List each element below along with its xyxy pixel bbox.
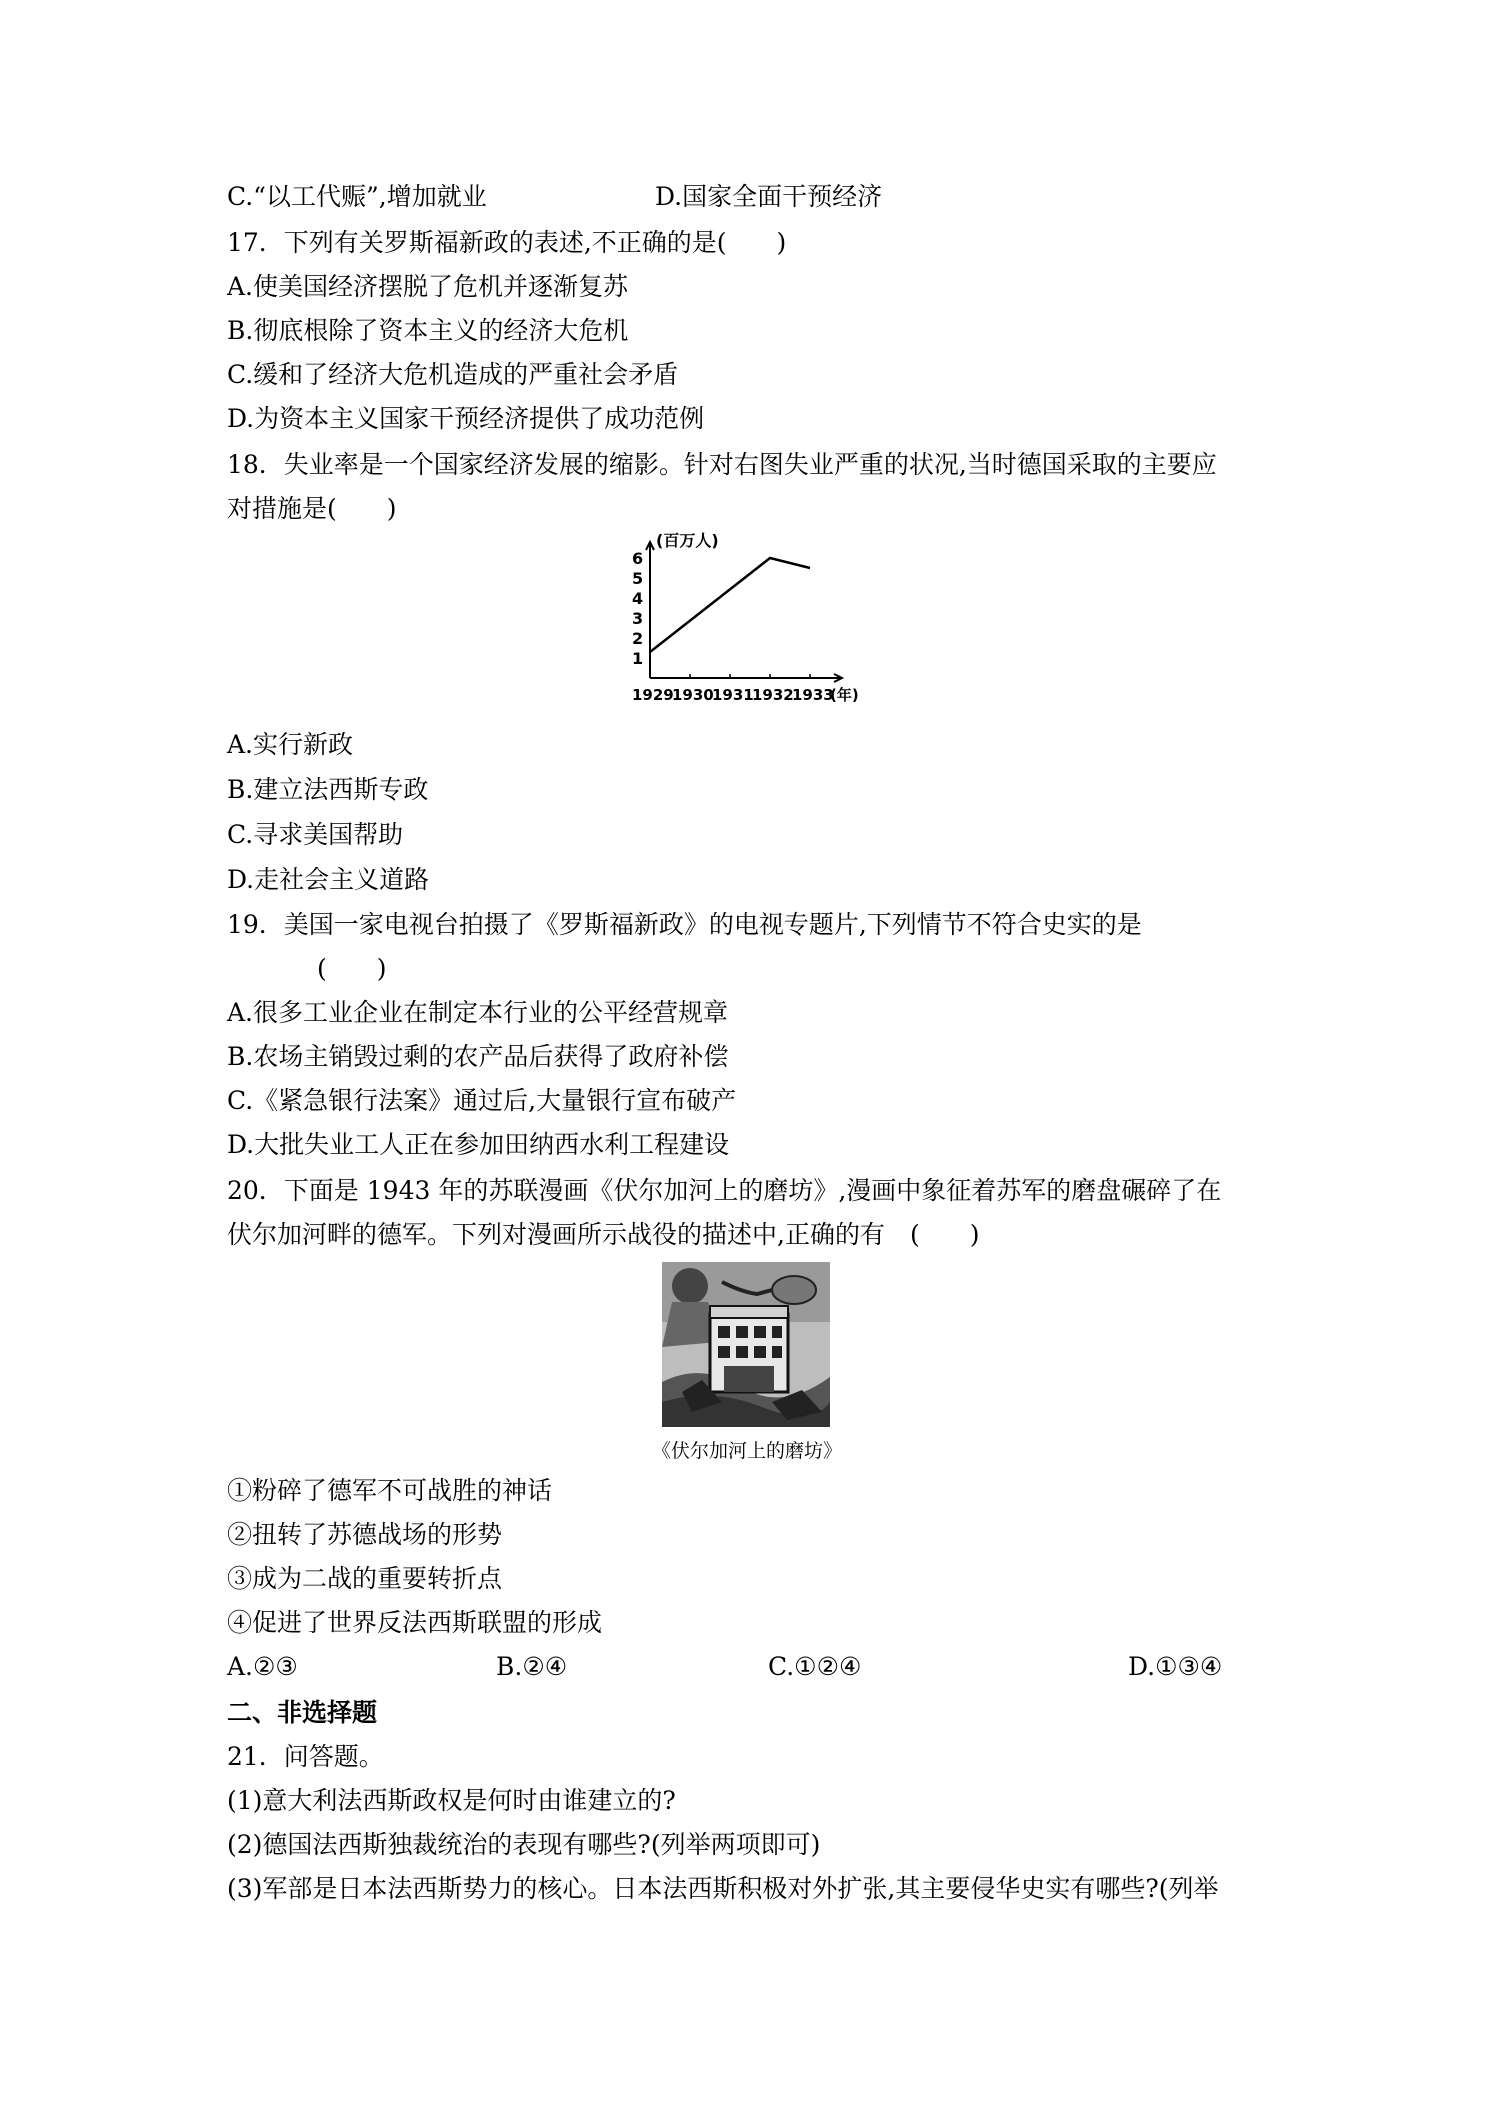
q19-option-c: C.《紧急银行法案》通过后,大量银行宣布破产 [227,1086,737,1115]
data-line [650,558,810,652]
q17-option-a: A.使美国经济摆脱了危机并逐渐复苏 [227,272,629,301]
statement-3: ③成为二战的重要转折点 [227,1564,503,1593]
cartoon-caption: 《伏尔加河上的磨坊》 [652,1440,843,1462]
question-21-part-2: (2)德国法西斯独裁统治的表现有哪些?(列举两项即可) [227,1830,821,1859]
volga-mill-cartoon [662,1262,830,1427]
q18-option-a: A.实行新政 [227,730,354,759]
statement-1: ①粉碎了德军不可战胜的神话 [227,1476,553,1505]
section-heading: 二、非选择题 [227,1698,378,1727]
statement-2: ②扭转了苏德战场的形势 [227,1520,503,1549]
q18-option-d: D.走社会主义道路 [227,865,430,894]
x-tick-label: 1929 [632,686,674,704]
q17-option-b: B.彻底根除了资本主义的经济大危机 [227,316,629,345]
q17-option-c: C.缓和了经济大危机造成的严重社会矛盾 [227,360,679,389]
question-19-bracket: ( ) [317,954,387,983]
q19-option-b: B.农场主销毁过剩的农产品后获得了政府补偿 [227,1042,729,1071]
q19-option-a: A.很多工业企业在制定本行业的公平经营规章 [227,998,729,1027]
question-20-cont: 伏尔加河畔的德军。下列对漫画所示战役的描述中,正确的有 ( ) [227,1220,980,1249]
x-tick-label: 1931 [712,686,754,704]
y-tick-label: 1 [632,649,644,668]
x-axis-label: (年) [830,686,859,704]
unemployment-chart [620,530,880,720]
q17-option-d: D.为资本主义国家干预经济提供了成功范例 [227,404,705,433]
x-tick-label: 1930 [672,686,714,704]
question-18-cont: 对措施是( ) [227,494,397,523]
question-21-part-1: (1)意大利法西斯政权是何时由谁建立的? [227,1786,676,1815]
q20-option-a: A.②③ [227,1652,298,1681]
y-tick-label: 4 [632,589,644,608]
x-tick-label: 1932 [752,686,794,704]
question-19: 19．美国一家电视台拍摄了《罗斯福新政》的电视专题片,下列情节不符合史实的是 [227,910,1142,939]
y-axis-label: (百万人) [656,531,719,550]
q20-option-d: D.①③④ [1128,1652,1223,1681]
y-tick-label: 6 [632,549,644,568]
question-18: 18．失业率是一个国家经济发展的缩影。针对右图失业严重的状况,当时德国采取的主要应 [227,450,1217,479]
option-d-text: D.国家全面干预经济 [655,182,883,211]
x-tick-label: 1933 [792,686,834,704]
q18-option-b: B.建立法西斯专政 [227,775,429,804]
y-tick-label: 5 [632,569,644,588]
option-c-text: C.“以工代赈”,增加就业 [227,182,487,211]
q19-option-d: D.大批失业工人正在参加田纳西水利工程建设 [227,1130,730,1159]
question-17: 17．下列有关罗斯福新政的表述,不正确的是( ) [227,228,787,257]
q18-option-c: C.寻求美国帮助 [227,820,404,849]
question-20: 20．下面是 1943 年的苏联漫画《伏尔加河上的磨坊》,漫画中象征着苏军的磨盘碾碎了在 [227,1176,1222,1205]
q20-option-c: C.①②④ [768,1652,862,1681]
statement-4: ④促进了世界反法西斯联盟的形成 [227,1608,603,1637]
y-tick-label: 3 [632,609,644,628]
question-21-part-3: (3)军部是日本法西斯势力的核心。日本法西斯积极对外扩张,其主要侵华史实有哪些?(列举 [227,1874,1219,1903]
q20-option-b: B.②④ [496,1652,568,1681]
question-21: 21．问答题。 [227,1742,384,1771]
y-tick-label: 2 [632,629,644,648]
